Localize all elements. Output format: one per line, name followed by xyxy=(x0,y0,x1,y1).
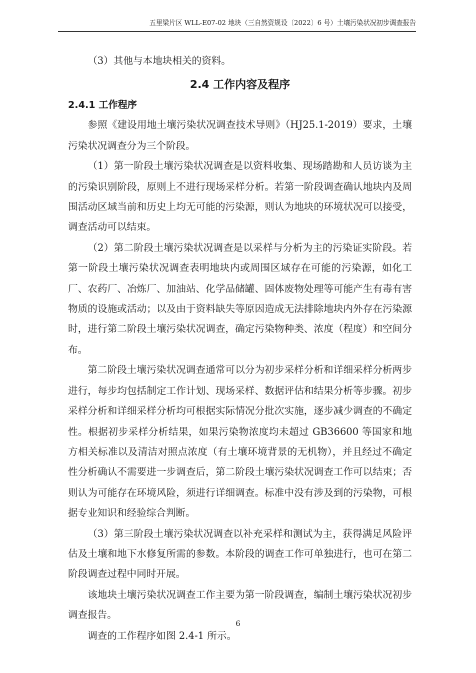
paragraph-figure-reference: 调查的工作程序如图 2.4-1 所示。 xyxy=(87,630,237,642)
paragraph-stage-three: （3）第三阶段土壤污染状况调查以补充采样和测试为主，获得满足风险评估及土壤和地下水修复所需的参数。本阶段的调查工作可单独进行，也可在第二阶段调查过程中同时开展。 xyxy=(68,528,412,581)
subsection-heading-2-4-1: 2.4.1 工作程序 xyxy=(68,100,138,112)
section-heading-2-4: 2.4 工作内容及程序 xyxy=(189,78,291,92)
paragraph-stage-one: （1）第一阶段土壤污染状况调查是以资料收集、现场踏勘和人员访谈为主的污染识别阶段，原则上不进行现场采样分析。若第一阶段调查确认地块内及周围活动区域当前和历史上均无可能的污染源，则认为地块的环境状况可以接受，调查活动可以结束。 xyxy=(68,161,412,234)
paragraph-other-materials: （3）其他与本地块相关的资料。 xyxy=(87,56,231,67)
paragraph-site-scope: 该地块土壤污染状况调查工作主要为第一阶段调查，编制土壤污染状况初步调查报告。 xyxy=(68,589,412,622)
page-body xyxy=(68,52,412,647)
page-number: 6 xyxy=(235,619,241,628)
paragraph-stage-two-sampling: 第二阶段土壤污染状况调查通常可以分为初步采样分析和详细采样分析两步进行，每步均包括制定工作计划、现场采样、数据评估和结果分析等步骤。初步采样分析和详细采样分析均可根据实际情况分批次实施，逐步减少调查的不确定性。根据初步采样分析结果，如果污染物浓度均未超过 GB36600 等国家和地方相关标准以及清洁对照点浓度（有土壤环境背景的无机物），并且经过不确定性分析确认不需要进一步调查后，第二阶段土壤污染状况调查工作可以结束；否则认为可能存在环境风险，须进行详细调查。标准中没有涉及到的污染物，可根据专业知识和经验综合判断。 xyxy=(68,365,412,520)
page-header: 五里梁片区 WLL-E07-02 地块（三自然资规设〔2022〕6 号）土壤污染状况初步调查报告 xyxy=(58,18,416,32)
paragraph-stage-two: （2）第二阶段土壤污染状况调查是以采样与分析为主的污染证实阶段。若第一阶段土壤污染状况调查表明地块内或周围区域存在可能的污染源，如化工厂、农药厂、冶炼厂、加油站、化学品储罐、固体废物处理等可能产生有毒有害物质的设施或活动；以及由于资料缺失等原因造成无法排除地块内外存在污染源时，进行第二阶段土壤污染状况调查，确定污染物种类、浓度（程度）和空间分布。 xyxy=(68,242,412,356)
paragraph-guideline-reference: 参照《建设用地土壤污染状况调查技术导则》（HJ25.1-2019）要求，土壤污染状况调查分为三个阶段。 xyxy=(68,120,412,152)
